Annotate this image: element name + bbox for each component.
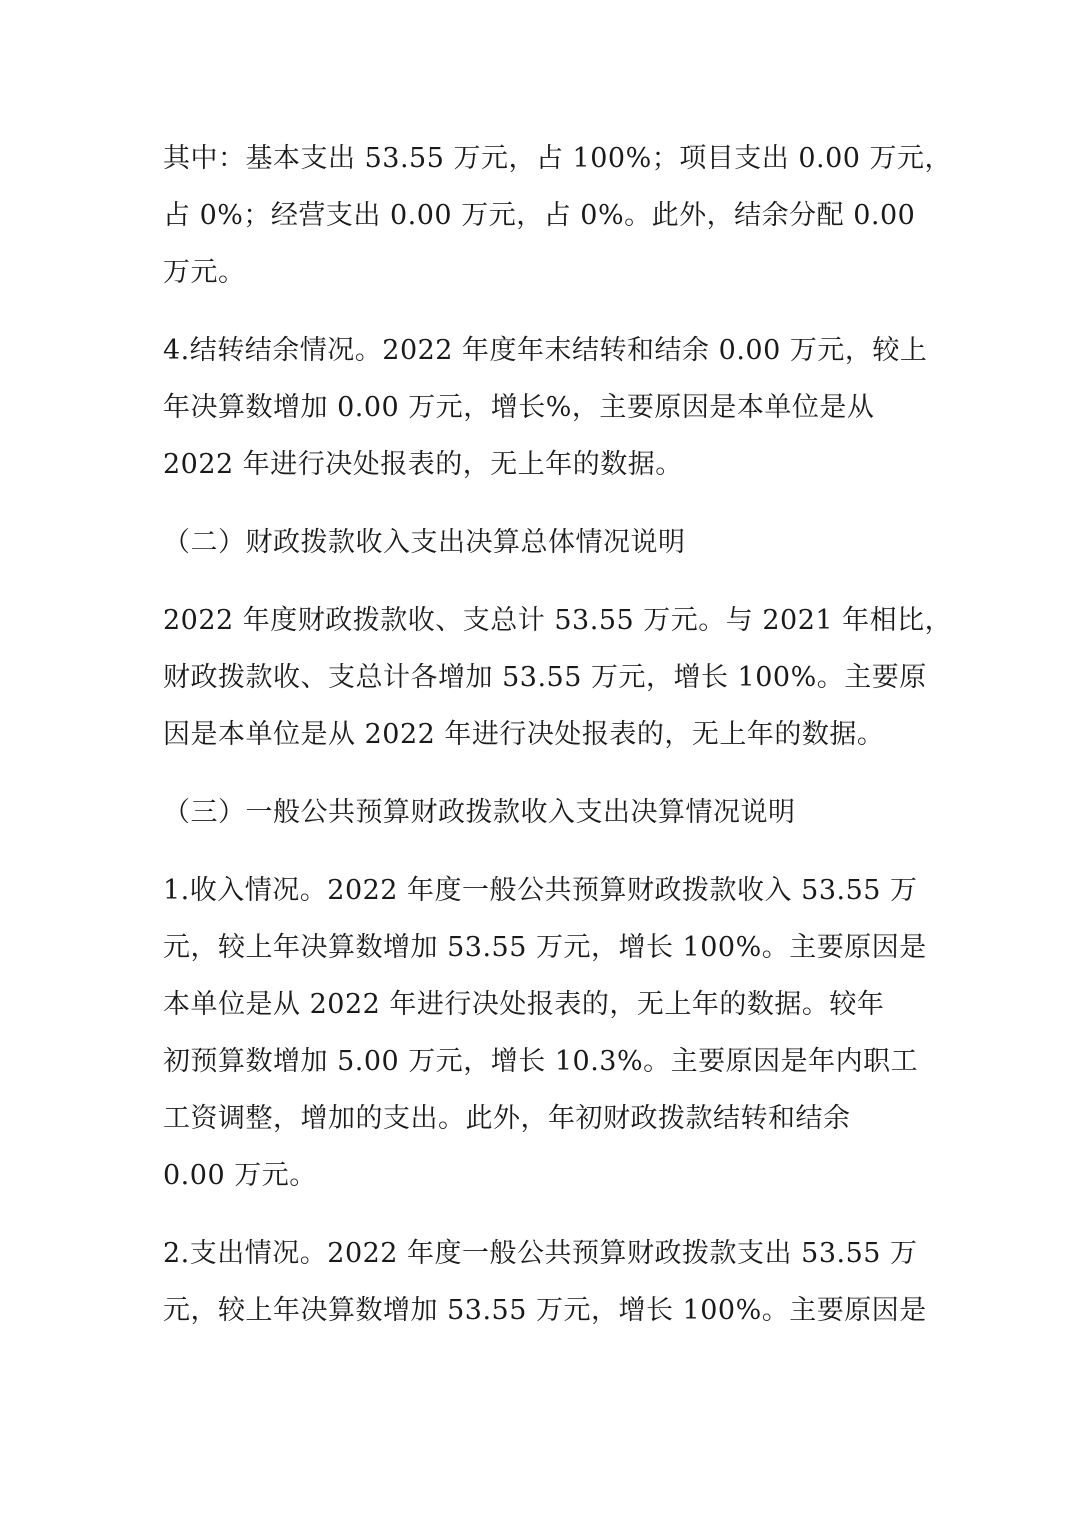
text-line: 2022 年度财政拨款收、支总计 53.55 万元。与 2021 年相比， [163, 605, 953, 636]
heading-text: （二）财政拨款收入支出决算总体情况说明 [163, 527, 686, 558]
text-line: 0.00 万元。 [163, 1160, 317, 1191]
text-line: 年决算数增加 0.00 万元，增长%，主要原因是本单位是从 [163, 392, 875, 423]
section-heading-general-budget [163, 784, 913, 841]
section-heading-fiscal-overview [163, 514, 913, 571]
text-line: 1.收入情况。2022 年度一般公共预算财政拨款收入 53.55 万 [163, 875, 918, 906]
text-line: 万元。 [163, 257, 246, 288]
text-line: 本单位是从 2022 年进行决处报表的，无上年的数据。较年 [163, 989, 885, 1020]
text-line: 元，较上年决算数增加 53.55 万元，增长 100%。主要原因是 [163, 1295, 927, 1326]
text-line: 4.结转结余情况。2022 年度年末结转和结余 0.00 万元，较上 [163, 335, 928, 366]
paragraph-carryover-balance [163, 322, 928, 493]
text-line: 财政拨款收、支总计各增加 53.55 万元，增长 100%。主要原 [163, 662, 927, 693]
text-line: 占 0%；经营支出 0.00 万元，占 0%。此外，结余分配 0.00 [163, 200, 916, 231]
text-line: 其中：基本支出 53.55 万元，占 100%；项目支出 0.00 万元， [163, 143, 953, 174]
text-line: 因是本单位是从 2022 年进行决处报表的，无上年的数据。 [163, 719, 885, 750]
text-line: 2022 年进行决处报表的，无上年的数据。 [163, 449, 683, 480]
paragraph-income [163, 862, 927, 1204]
paragraph-expenditure [163, 1225, 927, 1339]
text-line: 工资调整，增加的支出。此外，年初财政拨款结转和结余 [163, 1103, 851, 1134]
heading-text: （三）一般公共预算财政拨款收入支出决算情况说明 [163, 797, 796, 828]
document-body [163, 130, 953, 1360]
paragraph-expenditure-breakdown [163, 130, 953, 301]
paragraph-fiscal-total [163, 592, 953, 763]
text-line: 元，较上年决算数增加 53.55 万元，增长 100%。主要原因是 [163, 932, 927, 963]
text-line: 2.支出情况。2022 年度一般公共预算财政拨款支出 53.55 万 [163, 1238, 918, 1269]
text-line: 初预算数增加 5.00 万元，增长 10.3%。主要原因是年内职工 [163, 1046, 919, 1077]
